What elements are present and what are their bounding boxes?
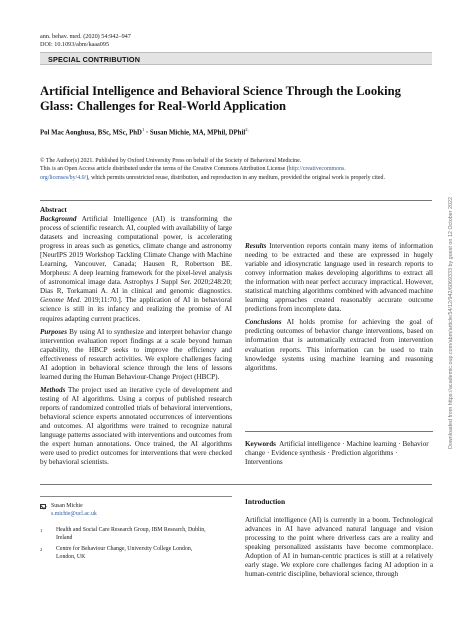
journal-citation: ann. behav. med. (2020) 54:942–947 [40, 33, 131, 40]
author-separator: · [144, 129, 150, 137]
journal-doi: DOI: 10.1093/abm/kaaa095 [40, 41, 110, 48]
affiliation-1-number: 1 [40, 528, 43, 533]
background-label: Background [40, 215, 77, 223]
section-band [40, 52, 432, 65]
conclusions-text: AI holds promise for achieving the goal of predicting outcomes of behavior change interventions, based on information that is automatically extracted from intervention evaluation reports. This information can be used to train knowledge systems using machine learning and reasoning algorithms. [245, 318, 433, 372]
copyright-notice [40, 157, 432, 182]
conclusions-label: Conclusions [245, 318, 282, 327]
section-label: SPECIAL CONTRIBUTION [48, 55, 141, 64]
methods-label: Methods [40, 385, 66, 394]
author-2[interactable]: Susan Michie, MA, MPhil, DPhil [149, 129, 246, 137]
divider-top [40, 200, 432, 201]
license-url-a: http://creativecommons. [288, 166, 346, 173]
results-label: Results [245, 242, 267, 250]
divider-keywords-bottom [40, 484, 432, 485]
copyright-line-1: © The Author(s) 2021. Published by Oxford University Press on behalf of the Society of Behavioral Medicine. [40, 158, 302, 164]
author-2-affiliation-mark: 2, [245, 127, 249, 132]
license-url-b: org/licenses/by/4.0/ [40, 174, 87, 181]
results-text: Intervention reports contain many items of information needing to be extracted and these are expressed in hugely variable and idiosyncratic language used in research reports to convey information makes developing algorithms to extract all the information with near perfect accuracy impractical. However, statistical matching algorithms combined with advanced machine learning approaches created reasonably accurate outcome predictions from incomplete data. [245, 242, 433, 314]
methods-text: The project used an iterative cycle of development and testing of AI algorithms. Using a corpus of published research reports of randomized controlled trials of behavioral interventions, behavioral science experts annotated occurrences of interventions and outcomes. AI algorithms were trained to recognize natural language patterns associated with interventions and outcomes from the expert human annotations. Once trained, the AI algorithms were used to predict outcomes for interventions that were checked by behavioral scientists. [40, 385, 232, 467]
copyright-line-3: ), which permits unrestricted reuse, distribution, and reproduction in any medium, provided the original work is properly cited. [86, 174, 385, 181]
correspondence-email[interactable]: s.michie@ucl.ac.uk [51, 511, 97, 517]
divider-keywords-top [245, 431, 433, 432]
correspondence-name: Susan Michie [51, 503, 83, 509]
abstract-heading: Abstract [40, 206, 67, 214]
abstract-conclusions [245, 318, 433, 372]
background-text: Artificial Intelligence (AI) is transforming the process of scientific research. AI, coupled with availability of large datasets and increasing computational power, is accelerating progress in areas such as genetics, climate change and astronomy [NeurIPS 2019 Workshop Tackling Climate Change with Machine Learning, Vancouver, Canada; Hausen R, Robertson BE. Morpheus: A deep learning framework for the pixel-level analysis of astronomical image data. Astrophys J Suppl Ser. 2020;248:20; Dias R, Torkamani A. AI in clinical and genomic diagnostics. [40, 215, 232, 296]
introduction-heading: Introduction [245, 497, 286, 506]
author-1-affiliation-mark: 1 [141, 127, 145, 132]
abstract-background [40, 215, 232, 324]
copyright-line-2: This is an Open Access article distributed under the terms of the Creative Commons Attribution License ( [40, 166, 289, 173]
introduction-text: Artificial intelligence (AI) is currently in a boom. Technological advances in AI have advanced natural language and vision processing to the point where driverless cars are a reality and speaking personalized assistants have become commonplace. Adoption of AI in human-centric practices is still at a relatively early stage. We explore core challenges facing AI adoption in a human-centric discipline, behavioral science, through [245, 516, 433, 579]
purposes-label: Purposes [40, 327, 67, 336]
keywords-text: Artificial intelligence · Machine learning · Behavior change · Evidence synthesis · Prediction algorithms · Interventions [245, 440, 429, 467]
keywords [245, 440, 433, 467]
background-journal: Genome Med. [40, 296, 82, 305]
abstract-right-column [245, 242, 433, 373]
affiliation-1-text: Health and Social Care Research Group, IBM Research, Dublin, Ireland [56, 527, 206, 541]
envelope-icon [40, 504, 46, 509]
background-tail: 2019;11:70.]. The application of AI in behavioral science is still in its infancy and realizing the promise of AI requires adapting current practices. [40, 296, 232, 323]
affiliation-2-text: Centre for Behaviour Change, University College London, London, UK [56, 546, 193, 560]
abstract-results [245, 242, 433, 314]
abstract-methods [40, 386, 232, 467]
purposes-text: By using AI to synthesize and interpret behavior change intervention evaluation report findings at a scale beyond human capability, the HBCP seeks to improve the efficiency and effectiveness of research activities. We explore challenges facing AI adoption in behavioral science through the lens of lessons learned during the Human Behaviour-Change Project (HBCP). [40, 327, 232, 381]
article-title: Artificial Intelligence and Behavioral Science Through the Looking Glass: Challenges for Real-World Application [40, 84, 401, 113]
author-list [40, 127, 249, 136]
download-watermark-text: Downloaded from https://academic.oup.com/abm/article/54/12/942/6069333 by guest on 12 October 2022 [448, 196, 454, 450]
keywords-label: Keywords [245, 440, 276, 448]
journal-meta [40, 33, 131, 49]
download-watermark [446, 178, 456, 468]
abstract-left-column [40, 215, 232, 467]
affiliation-2-number: 2 [40, 547, 43, 552]
abstract-purposes [40, 328, 232, 382]
author-1[interactable]: Pol Mac Aonghusa, BSc, MSc, PhD [40, 129, 142, 137]
footnote-divider [40, 496, 232, 497]
